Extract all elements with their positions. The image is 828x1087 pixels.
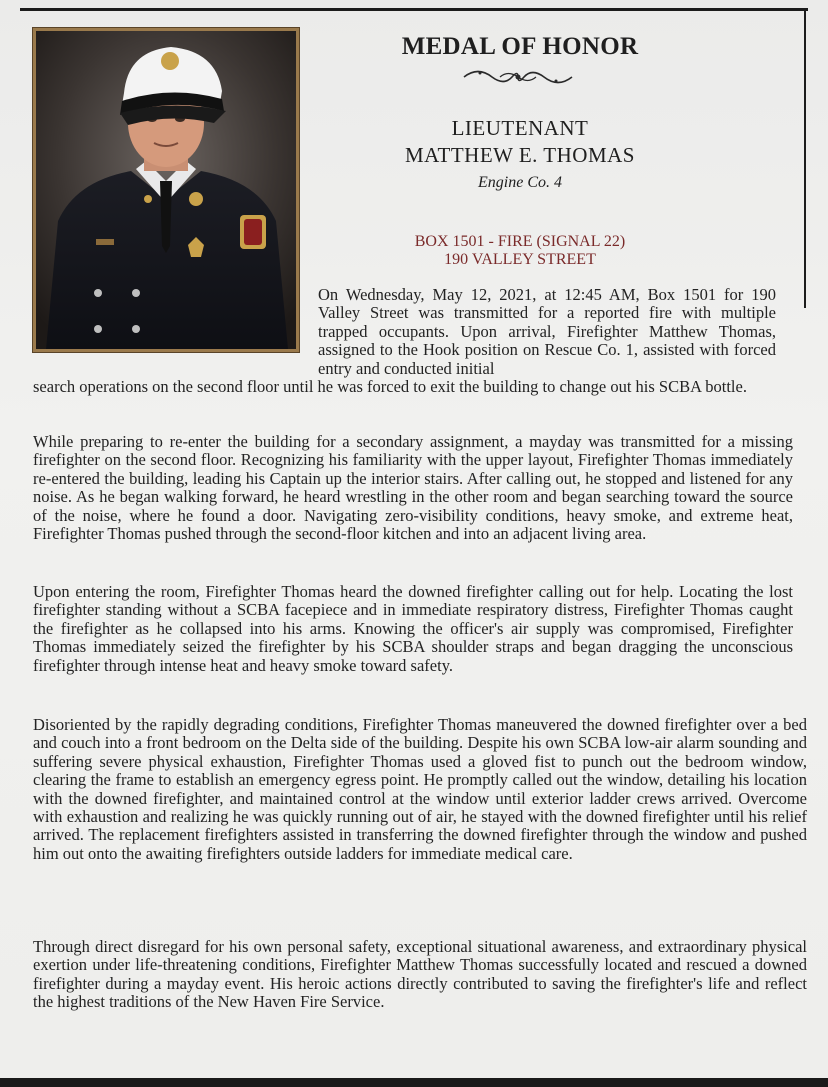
narrative-paragraph-1-continued: search operations on the second floor until he was forced to exit the building to change out his SCBA bottle. <box>33 377 747 396</box>
document-title: MEDAL OF HONOR <box>401 33 639 60</box>
officer-rank: LIEUTENANT <box>451 116 589 140</box>
officer-name: MATTHEW E. THOMAS <box>405 143 635 167</box>
top-border-rule <box>20 8 808 11</box>
scroll-flourish-icon <box>460 64 576 90</box>
narrative-paragraph-1-intro: On Wednesday, May 12, 2021, at 12:45 AM, Box 1501 for 190 Valley Street was transmitted for a reported fire with multiple trapped occupants. Upon arrival, Firefighter Matthew Thomas, assigned to the Hook position on Rescue Co. 1, assisted with forced entry and conducted initial <box>318 285 776 378</box>
narrative-paragraph-3: Upon entering the room, Firefighter Thomas heard the downed firefighter calling out for help. Locating the lost firefighter standing without a SCBA facepiece and in immediate respiratory distress, Firefighter Thomas caught the firefighter as he collapsed into his arms. Knowing the officer's air supply was compromised, Firefighter Thomas immediately seized the firefighter by his SCBA shoulder straps and began dragging the unconscious firefighter through intense heat and heavy smoke toward safety. <box>33 582 793 675</box>
firefighter-portrait-image <box>36 31 296 349</box>
narrative-paragraph-2: While preparing to re-enter the building for a secondary assignment, a mayday was transmitted for a missing firefighter on the second floor. Recognizing his familiarity with the upper layout, Firefighter Thomas immediately re-entered the building, leading his Captain up the interior stairs. After calling out, he stopped and listened for any noise. As he began walking forward, he heard wrestling in the other room and began searching toward the source of the noise, where he found a door. Navigating zero-visibility conditions, heavy smoke, and extreme heat, Firefighter Thomas pushed through the second-floor kitchen and into an adjacent living area. <box>33 432 793 544</box>
portrait-photo <box>33 28 299 352</box>
narrative-paragraph-4: Disoriented by the rapidly degrading conditions, Firefighter Thomas maneuvered the downed firefighter over a bed and couch into a front bedroom on the Delta side of the building. Despite his own SCBA low-air alarm sounding and suffering severe physical exhaustion, Firefighter Thomas used a gloved fist to punch out the bedroom window, clearing the frame to establish an emergency egress point. He promptly called out the window, detailing his location with the downed firefighter, and maintained control at the window until exterior ladder crews arrived. Overcome with exhaustion and realizing he was quickly running out of air, he stayed with the downed firefighter until his relief arrived. The replacement firefighters assisted in transferring the downed firefighter through the window and pushed him out onto the awaiting firefighters outside ladders for immediate medical care. <box>33 715 807 863</box>
right-border-rule <box>804 8 806 308</box>
narrative-paragraph-5: Through direct disregard for his own personal safety, exceptional situational awareness, and extraordinary physical exertion under life-threatening conditions, Firefighter Matthew Thomas successfully located and rescued a downed firefighter during a mayday event. His heroic actions directly contributed to saving the firefighter's life and reflect the highest traditions of the New Haven Fire Service. <box>33 937 807 1012</box>
incident-address: 190 VALLEY STREET <box>444 251 596 268</box>
incident-box-line: BOX 1501 - FIRE (SIGNAL 22) <box>414 233 626 250</box>
officer-unit: Engine Co. 4 <box>478 174 562 191</box>
